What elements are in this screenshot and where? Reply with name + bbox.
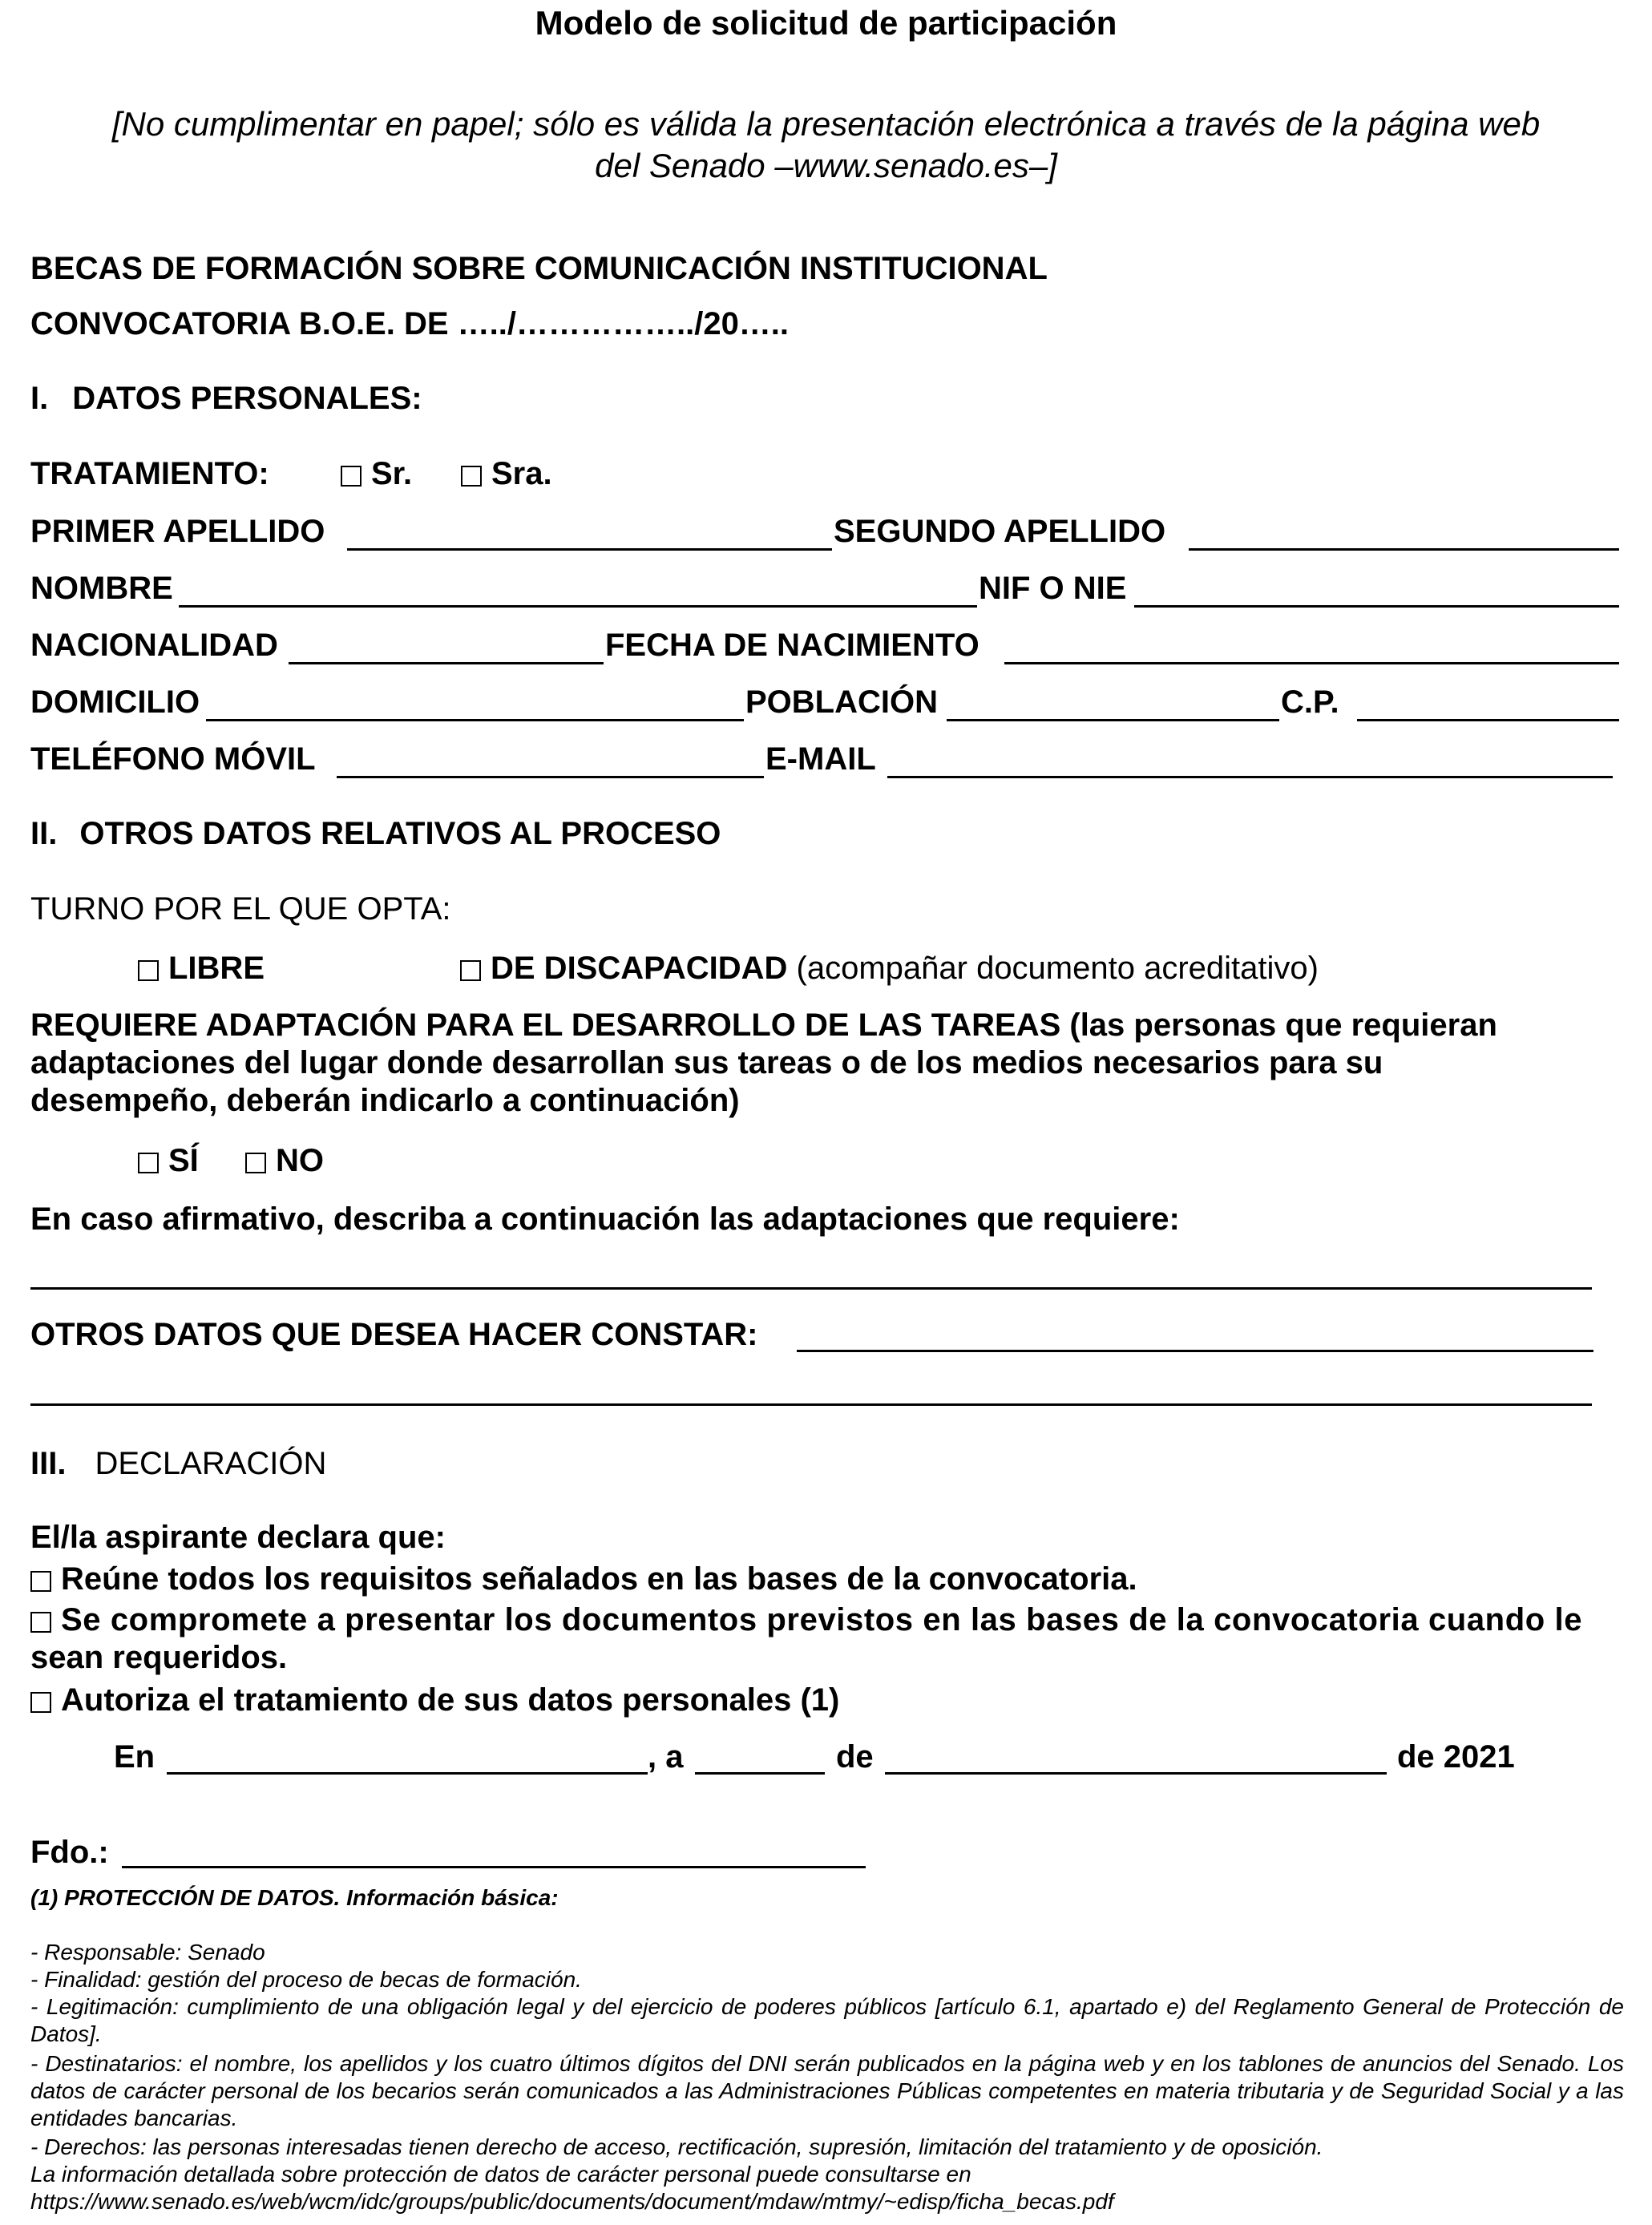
- section-1-number: I.: [30, 381, 49, 416]
- no-label: NO: [276, 1143, 324, 1178]
- segundo-apellido-label: SEGUNDO APELLIDO: [834, 514, 1166, 549]
- section-1-heading: [30, 379, 422, 418]
- requisitos-checkbox[interactable]: [30, 1571, 51, 1592]
- section-3-heading: [30, 1444, 326, 1483]
- footnote-destinatarios: - Destinatarios: el nombre, los apellidos y los cuatro últimos dígitos del DNI serán publicados en la página web y en los tablones de anuncios del Senado. Los datos de carácter personal de los becarios serán comunicados a las Administraciones Públicas competentes en materia tributaria y de Seguridad Social y a las entidades bancarias.: [30, 2051, 1624, 2130]
- footnote-responsable: - Responsable: Senado: [30, 1940, 265, 1965]
- otros-datos-field-2[interactable]: [30, 1403, 1592, 1406]
- de-label: de: [836, 1739, 874, 1775]
- footnote-legitimacion: - Legitimación: cumplimiento de una obligación legal y del ejercicio de poderes públicos [artículo 6.1, apartado e) del Reglamento General de Protección de Datos].: [30, 1994, 1624, 2046]
- sra-checkbox[interactable]: [461, 466, 482, 487]
- requisitos-text: Reúne todos los requisitos señalados en las bases de la convocatoria.: [61, 1561, 1137, 1597]
- dia-field[interactable]: [695, 1772, 825, 1775]
- cp-label: C.P.: [1281, 684, 1339, 720]
- footnote-url-link[interactable]: https://www.senado.es/web/wcm/idc/groups/public/documents/document/mdaw/mtmy/~edisp/ficha_becas.pdf: [30, 2189, 1114, 2214]
- primer-apellido-label: PRIMER APELLIDO: [30, 514, 325, 549]
- turno-label: TURNO POR EL QUE OPTA:: [30, 891, 451, 927]
- afirmativo-prompt: En caso afirmativo, describa a continuación las adaptaciones que requiere:: [30, 1201, 1180, 1237]
- en-label: En: [114, 1739, 156, 1775]
- section-1-title: DATOS PERSONALES:: [72, 381, 422, 416]
- nombre-label: NOMBRE: [30, 571, 173, 606]
- electronic-notice-line2: del Senado –www.senado.es–]: [595, 147, 1057, 184]
- sra-label: Sra.: [491, 456, 552, 491]
- declaration-item-1[interactable]: [30, 1560, 1137, 1598]
- option-si[interactable]: [138, 1141, 199, 1180]
- no-checkbox[interactable]: [245, 1153, 266, 1173]
- footnote-derechos: - Derechos: las personas interesadas tienen derecho de acceso, rectificación, supresión, limitación del tratamiento y de oposición.: [30, 2134, 1323, 2159]
- segundo-apellido-field[interactable]: [1189, 548, 1619, 551]
- option-sra[interactable]: [461, 454, 552, 493]
- tratamiento-label: TRATAMIENTO:: [30, 456, 269, 491]
- poblacion-label: POBLACIÓN: [745, 684, 938, 720]
- discapacidad-note: (acompañar documento acreditativo): [796, 951, 1319, 986]
- adaptacion-text-line2: adaptaciones del lugar donde desarrollan sus tareas o de los medios necesarios para su: [30, 1045, 1383, 1080]
- declaration-item-3[interactable]: [30, 1681, 839, 1719]
- adaptacion-text-line3: desempeño, deberán indicarlo a continuación): [30, 1083, 740, 1118]
- option-sr[interactable]: [341, 454, 412, 493]
- si-checkbox[interactable]: [138, 1153, 159, 1173]
- libre-label: LIBRE: [168, 951, 265, 986]
- email-label: E-MAIL: [765, 741, 876, 777]
- telefono-label: TELÉFONO MÓVIL: [30, 741, 316, 777]
- adaptaciones-field[interactable]: [30, 1287, 1592, 1290]
- footnote-info: La información detallada sobre protección de datos de carácter personal puede consultarse en: [30, 2162, 971, 2187]
- libre-checkbox[interactable]: [138, 960, 159, 981]
- domicilio-field[interactable]: [206, 719, 744, 721]
- fdo-label: Fdo.:: [30, 1835, 109, 1870]
- a-label: , a: [648, 1739, 684, 1775]
- telefono-field[interactable]: [337, 776, 764, 778]
- section-2-number: II.: [30, 816, 58, 851]
- form-title: Modelo de solicitud de participación: [535, 4, 1117, 42]
- cp-field[interactable]: [1357, 719, 1619, 721]
- section-2-title: OTROS DATOS RELATIVOS AL PROCESO: [79, 816, 721, 851]
- section-2-heading: [30, 814, 721, 853]
- nacionalidad-field[interactable]: [289, 662, 604, 664]
- nacionalidad-label: NACIONALIDAD: [30, 628, 278, 663]
- nif-label: NIF O NIE: [979, 571, 1127, 606]
- section-3-title: DECLARACIÓN: [95, 1446, 327, 1481]
- sr-label: Sr.: [371, 456, 413, 491]
- nif-field[interactable]: [1134, 605, 1619, 608]
- otros-datos-label: OTROS DATOS QUE DESEA HACER CONSTAR:: [30, 1317, 758, 1352]
- footnote-heading: (1) PROTECCIÓN DE DATOS. Información básica:: [30, 1885, 559, 1910]
- documentos-text-line2: sean requeridos.: [30, 1640, 288, 1675]
- year-label: de 2021: [1397, 1739, 1515, 1775]
- documentos-checkbox[interactable]: [30, 1612, 51, 1633]
- declaration-intro: El/la aspirante declara que:: [30, 1520, 446, 1555]
- declaration-item-2[interactable]: [30, 1601, 1622, 1639]
- otros-datos-field[interactable]: [797, 1350, 1593, 1352]
- option-discapacidad[interactable]: [460, 949, 1319, 987]
- mes-field[interactable]: [885, 1772, 1387, 1775]
- option-libre[interactable]: [138, 949, 265, 987]
- adaptacion-text-line1: REQUIERE ADAPTACIÓN PARA EL DESARROLLO DE LAS TAREAS (las personas que requieran: [30, 1008, 1497, 1043]
- lugar-field[interactable]: [167, 1772, 648, 1775]
- autoriza-text: Autoriza el tratamiento de sus datos personales (1): [61, 1682, 840, 1718]
- domicilio-label: DOMICILIO: [30, 684, 200, 720]
- fecha-nacimiento-label: FECHA DE NACIMIENTO: [605, 628, 979, 663]
- poblacion-field[interactable]: [947, 719, 1279, 721]
- documentos-text-line1: Se compromete a presentar los documentos previstos en las bases de la convocatoria cuando le: [61, 1602, 1583, 1637]
- primer-apellido-field[interactable]: [347, 548, 832, 551]
- discapacidad-checkbox[interactable]: [460, 960, 481, 981]
- option-no[interactable]: [245, 1141, 324, 1180]
- electronic-notice-line1: [No cumplimentar en papel; sólo es válida la presentación electrónica a través de la página web: [111, 105, 1541, 143]
- fecha-nacimiento-field[interactable]: [1004, 662, 1619, 664]
- section-3-number: III.: [30, 1446, 67, 1481]
- discapacidad-label: DE DISCAPACIDAD: [491, 951, 788, 986]
- sr-checkbox[interactable]: [341, 466, 362, 487]
- convocatoria-line: CONVOCATORIA B.O.E. DE …../……………../20…..: [30, 306, 790, 341]
- firma-field[interactable]: [122, 1866, 866, 1868]
- si-label: SÍ: [168, 1143, 199, 1178]
- program-title: BECAS DE FORMACIÓN SOBRE COMUNICACIÓN INSTITUCIONAL: [30, 251, 1048, 286]
- email-field[interactable]: [887, 776, 1613, 778]
- autoriza-checkbox[interactable]: [30, 1692, 51, 1713]
- nombre-field[interactable]: [179, 605, 977, 608]
- footnote-finalidad: - Finalidad: gestión del proceso de becas de formación.: [30, 1967, 582, 1992]
